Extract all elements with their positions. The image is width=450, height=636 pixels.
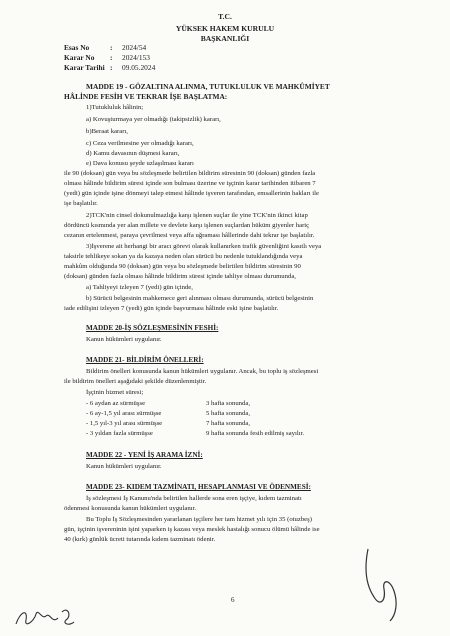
meta-key: Esas No	[64, 43, 90, 52]
notice-period-right: 3 hafta sonunda,	[206, 400, 251, 407]
madde-23-line: Bu Toplu İş Sözleşmesinden yararlanan işçilere her tam hizmet yılı için 35 (otuzbeş)	[86, 516, 312, 523]
madde-19-p3: (doksan) günden fazla olması hâlinde bildirim süresi içinde tahliye olması durumunda,	[64, 273, 296, 280]
notice-period-left: - 1,5 yıl-3 yıl arası sürmüşse	[86, 420, 163, 427]
meta-row-karar	[64, 53, 155, 63]
madde-19-p3: taksirle tehlikeye sokan ya da kazaya neden olan sürücü bu nedenle tutuklandığında veya	[64, 253, 303, 260]
meta-row-esas	[64, 43, 155, 53]
meta-value: 2024/54	[122, 43, 147, 52]
madde-19-p3: iade edilişini izleyen 7 (yedi) gün içinde başvurması hâlinde eski işine başlatılır.	[64, 305, 279, 312]
madde-19-p3: 3)İşverene ait herhangi bir aracı görevi olarak kullanırken trafik güvenliğini kasıtlı veya	[86, 243, 322, 250]
madde-19-title-line2: HÂLİNDE FESİH VE TEKRAR İŞE BAŞLATMA:	[64, 92, 228, 101]
madde-23-title: MADDE 23- KIDEM TAZMİNATI, HESAPLANMASI VE ÖDENMESİ:	[86, 483, 311, 491]
header-tc: T.C.	[218, 12, 232, 21]
madde-21-title: MADDE 21- BİLDİRİM ÖNELLERİ:	[86, 356, 204, 364]
madde-20-text: Kanun hükümleri uygulanır.	[86, 336, 162, 343]
notice-period-left: - 3 yıldan fazla sürmüşse	[86, 430, 153, 437]
meta-colon: :	[110, 53, 113, 62]
madde-19-line: olması hâlinde bildirim süresi içinde son bulması üzerine ve işçinin karar tarihinden itibaren 7	[64, 180, 316, 187]
madde-19-c: c) Ceza verilmesine yer olmadığı kararı,	[86, 140, 194, 147]
madde-21-line: Bildirim önelleri konusunda kanun hükümleri uygulanır. Ancak, bu toplu iş sözleşmesi	[86, 368, 319, 375]
madde-19-a: a) Kovuşturmaya yer olmadığı (takipsizlik) kararı,	[86, 116, 221, 123]
notice-period-right: 7 hafta sonunda,	[206, 420, 251, 427]
meta-colon: :	[110, 43, 113, 52]
meta-key: Karar Tarihi	[64, 63, 105, 72]
meta-value: 2024/153	[122, 53, 150, 62]
meta-key: Karar No	[64, 53, 95, 62]
madde-19-p3: a) Tahliyeyi izleyen 7 (yedi) gün içinde,	[86, 284, 193, 291]
madde-23-line: 40 (kırk) günlük ücreti tutarında kıdem tazminatı ödenir.	[64, 536, 216, 543]
madde-23-line: gün, işçinin işvereninin işini yaparken iş kazası veya meslek hastalığı sonucu ölümü hâlinde ise	[64, 526, 320, 533]
madde-19-line: (yedi) gün içinde işine dönmeyi talep etmesi hâlinde işveren tarafından, emsallerinin hakları ile	[64, 190, 319, 197]
madde-19-p1: 1)Tutukluluk hâlinin;	[86, 104, 144, 111]
header-department: BAŞKANLIĞI	[200, 34, 250, 43]
madde-19-line: ile 90 (doksan) gün veya bu sözleşmede belirtilen bildirim süresinin 90 (doksan) günden fazla	[64, 170, 316, 177]
madde-19-e: e) Dava konusu şeyde uzlaşılması kararı	[86, 160, 194, 167]
page-number: 6	[231, 596, 235, 604]
meta-colon: :	[110, 63, 113, 72]
handwritten-initials	[12, 598, 82, 632]
notice-period-left: - 6 ay-1,5 yıl arası sürmüşse	[86, 410, 162, 417]
madde-23-line: ödenmesi konusunda kanun hükümleri uygulanır.	[64, 505, 197, 512]
header-institution: YÜKSEK HAKEM KURULU	[175, 24, 275, 33]
madde-20-title: MADDE 20-İŞ SÖZLEŞMESİNİN FESHİ:	[86, 324, 219, 332]
madde-19-p3: mahkûm olduğunda 90 (doksan) gün veya bu sözleşmede belirtilen bildirim süresinin 90	[64, 263, 301, 270]
meta-row-tarih	[64, 63, 155, 73]
madde-19-b: b)Beraat kararı,	[86, 128, 128, 135]
madde-21-line: ile bildirim önelleri aşağıdaki şekilde düzenlenmiştir.	[64, 378, 207, 385]
notice-period-right: 5 hafta sonunda,	[206, 410, 251, 417]
madde-22-title: MADDE 22 - YENİ İŞ ARAMA İZNİ:	[86, 451, 203, 459]
notice-period-left: - 6 aydan az sürmüşse	[86, 400, 146, 407]
madde-19-p2: dördüncü kısmında yer alan millete ve devlete karşı işlenen suçlardan hüküm giyenler hariç	[64, 222, 310, 229]
notice-period-right: 9 hafta sonunda fesih edilmiş sayılır.	[206, 430, 305, 437]
madde-19-d: d) Kamu davasının düşmesi kararı,	[86, 150, 180, 157]
madde-19-p2: 2)TCK'nin cinsel dokunulmazlığa karşı işlenen suçlar ile yine TCK'nin ikinci kitap	[86, 212, 308, 219]
madde-19-title-line1: MADDE 19 - GÖZALTINA ALINMA, TUTUKLULUK VE MAHKÛMİYET	[86, 82, 330, 91]
madde-19-line: işe başlatılır.	[64, 200, 98, 207]
case-metadata	[64, 43, 155, 73]
madde-21-line: İşçinin hizmet süresi;	[86, 389, 144, 396]
meta-value: 09.05.2024	[122, 63, 156, 72]
madde-19-p3: b) Sürücü belgesinin mahkemece geri alınması olması durumunda, sürücü belgesinin	[86, 295, 314, 302]
madde-22-text: Kanun hükümleri uygulanır.	[86, 463, 162, 470]
madde-23-line: İş sözleşmesi İş Kanunu'nda belirtilen hallerde sona eren işçiye, kıdem tazminatı	[86, 495, 302, 502]
handwritten-signature	[360, 545, 410, 625]
madde-19-p2: cezanın ertelenmesi, paraya çevrilmesi veya affa uğraması hâllerinde dahi tekrar işe başlatılır.	[64, 232, 315, 239]
